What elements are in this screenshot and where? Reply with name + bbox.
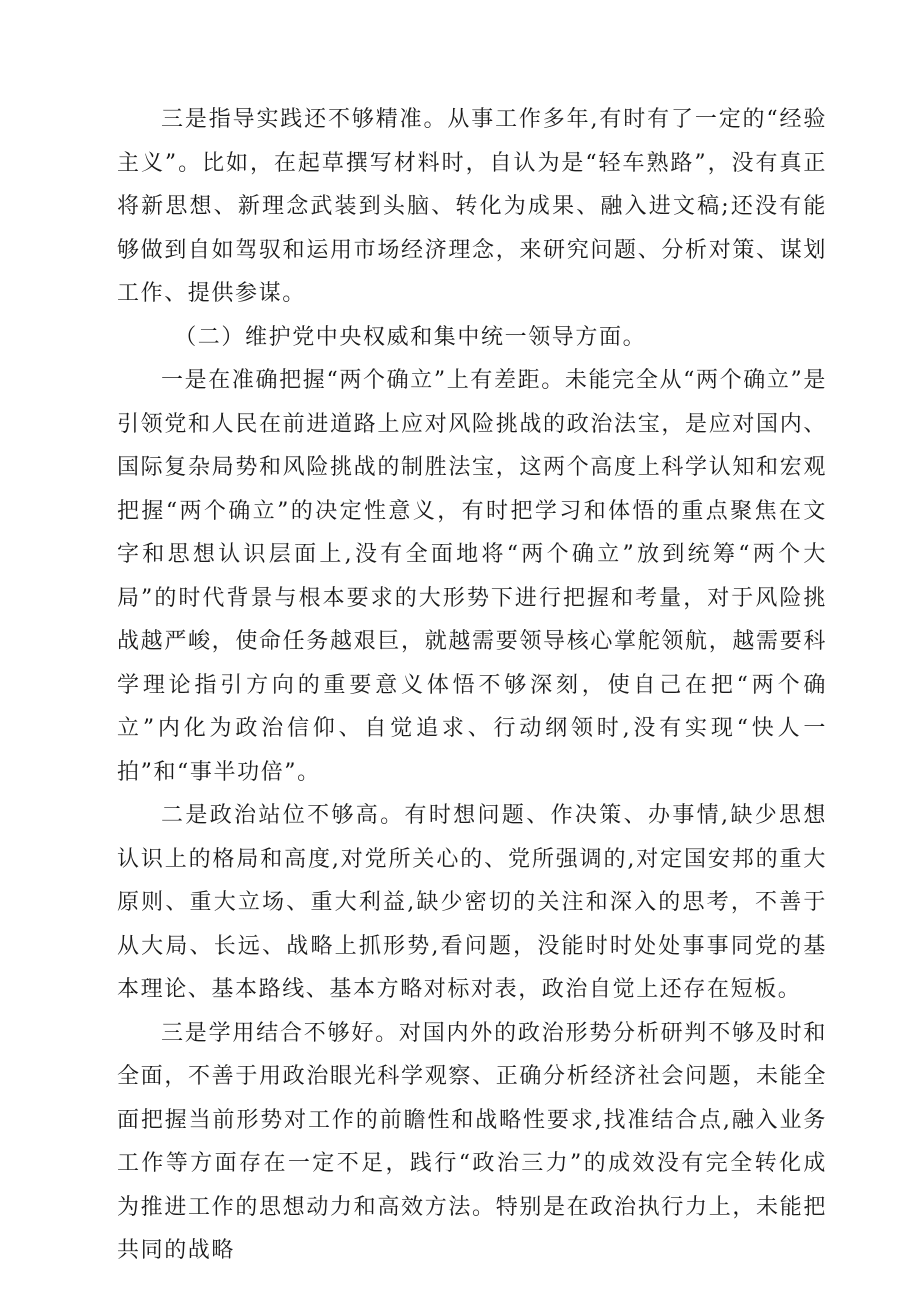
paragraph-two-establishments: 一是在准确把握“两个确立”上有差距。未能完全从“两个确立”是引领党和人民在前进道路上应对风险挑战的政治法宝，是应对国内、国际复杂局势和风险挑战的制胜法宝，这两个高度上科学认知和宏观把握“两个确立”的决定性意义，有时把学习和体悟的重点聚焦在文字和思想认识层面上,没有全面地将“两个确立”放到统筹“两个大局”的时代背景与根本要求的大形势下进行把握和考量，对于风险挑战越严峻，使命任务越艰巨，就越需要领导核心掌舵领航，越需要科学理论指引方向的重要意义体悟不够深刻，使自己在把“两个确立”内化为政治信仰、自觉追求、行动纲领时,没有实现“快人一拍”和“事半功倍”。 xyxy=(117,368,827,785)
paragraph-political-stance: 二是政治站位不够高。有时想问题、作决策、办事情,缺少思想认识上的格局和高度,对党所关心的、党所强调的,对定国安邦的重大原则、重大立场、重大利益,缺少密切的关注和深入的思考，不善于从大局、长远、战略上抓形势,看问题，没能时时处处事事同党的基本理论、基本路线、基本方略对标对表，政治自觉上还存在短板。 xyxy=(117,803,827,1002)
paragraph-study-application: 三是学用结合不够好。对国内外的政治形势分析研判不够及时和全面，不善于用政治眼光科学观察、正确分析经济社会问题，未能全面把握当前形势对工作的前瞻性和战略性要求,找准结合点,融入业务工作等方面存在一定不足，践行“政治三力”的成效没有完全转化成为推进工作的思想动力和高效方法。特别是在政治执行力上，未能把共同的战略 xyxy=(117,1020,827,1263)
document-body xyxy=(117,98,827,1273)
section-heading-central-authority: （二）维护党中央权威和集中统一领导方面。 xyxy=(174,324,647,350)
paragraph-practice-guidance: 三是指导实践还不够精准。从事工作多年,有时有了一定的“经验主义”。比如，在起草撰写材料时，自认为是“轻车熟路”，没有真正将新思想、新理念武装到头脑、转化为成果、融入进文稿;还没有能够做到自如驾驭和运用市场经济理念，来研究问题、分析对策、谋划工作、提供参谋。 xyxy=(117,107,827,306)
